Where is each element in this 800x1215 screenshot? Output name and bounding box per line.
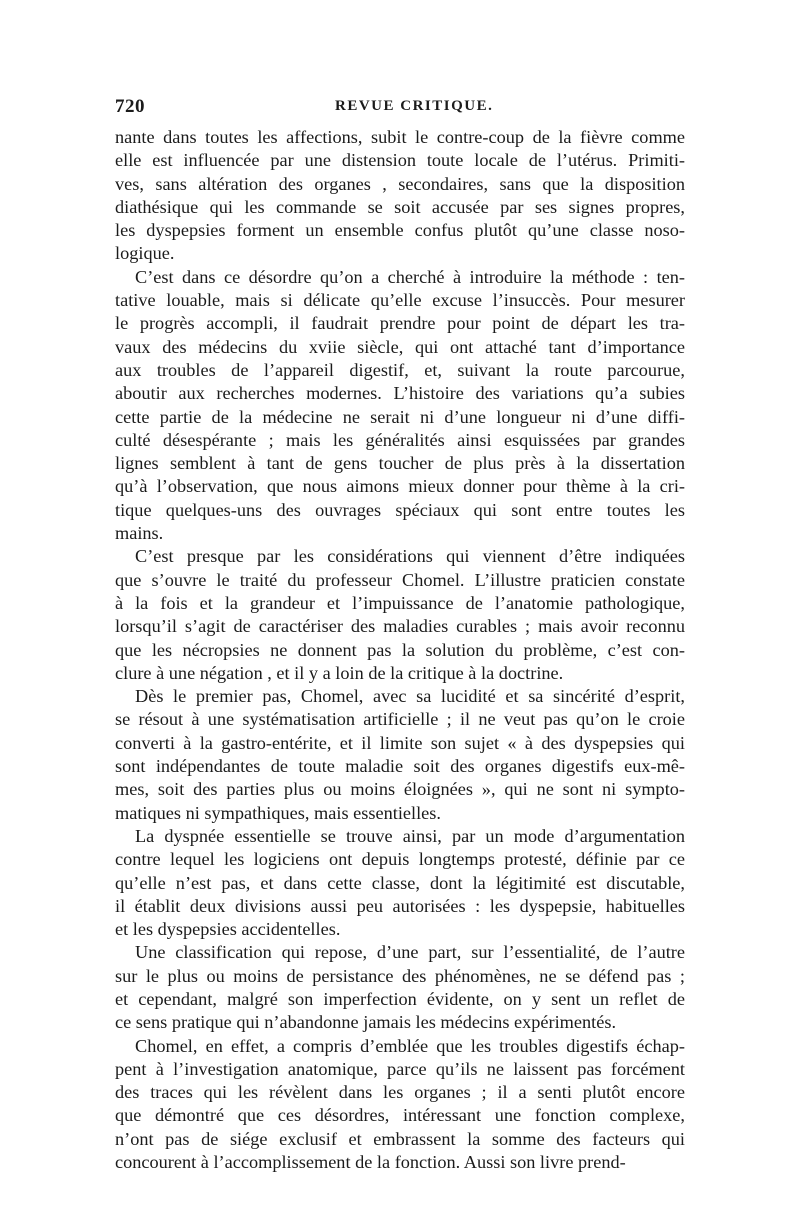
text-line: pent à l’investigation anatomique, parce qu’ils ne laissent pas forcément [115,1058,685,1079]
paragraph [115,545,685,685]
text-line: clure à une négation , et il y a loin de la critique à la doctrine. [115,662,564,683]
text-line: il établit deux divisions aussi peu autorisées : les dyspepsie, habituelles [115,895,685,916]
text-line: sur le plus ou moins de persistance des phénomènes, ne se défend pas ; [115,965,685,986]
text-line: aux troubles de l’appareil digestif, et, suivant la route parcourue, [115,359,685,380]
text-line: concourent à l’accomplissement de la fonction. Aussi son livre prend- [115,1152,626,1173]
text-line: nante dans toutes les affections, subit le contre-coup de la fièvre comme [115,127,685,147]
text-line: des traces qui les révèlent dans les organes ; il a senti plutôt encore [115,1082,685,1103]
text-line: que les nécropsies ne donnent pas la solution du problème, c’est con- [115,639,685,660]
text-line: logique. [115,243,175,264]
text-line: La dyspnée essentielle se trouve ainsi, par un mode d’argumentation [135,825,685,846]
text-line: et cependant, malgré son imperfection évidente, on y sent un reflet de [115,988,685,1009]
text-line: C’est presque par les considérations qui viennent d’être indiquées [135,546,685,567]
text-line: que s’ouvre le traité du professeur Chomel. L’illustre praticien constate [115,569,685,590]
paragraph [115,1035,685,1175]
text-line: qu’à l’observation, que nous aimons mieux donner pour thème à la cri- [115,476,685,497]
text-line: converti à la gastro-entérite, et il limite son sujet « à des dyspepsies qui [115,732,685,753]
text-line: tique quelques-uns des ouvrages spéciaux qui sont entre toutes les [115,499,685,520]
text-line: vaux des médecins du xviie siècle, qui ont attaché tant d’importance [115,336,685,357]
text-line: contre lequel les logiciens ont depuis longtemps protesté, définie par ce [115,849,685,870]
text-line: Une classification qui repose, d’une part, sur l’essentialité, de l’autre [135,942,685,963]
text-line: culté désespérante ; mais les généralités ainsi esquissées par grandes [115,429,685,450]
text-line: à la fois et la grandeur et l’impuissance de l’anatomie pathologique, [115,592,685,613]
text-line: lorsqu’il s’agit de caractériser des maladies curables ; mais avoir reconnu [115,616,685,637]
text-line: Chomel, en effet, a compris d’emblée que les troubles digestifs échap- [135,1035,685,1056]
text-line: C’est dans ce désordre qu’on a cherché à introduire la méthode : ten- [135,266,685,287]
text-line: matiques ni sympathiques, mais essentielles. [115,802,441,823]
body-text [115,126,685,1174]
paragraph [115,825,685,941]
text-line: que démontré que ces désordres, intéressant une fonction complexe, [115,1105,685,1126]
text-line: tative louable, mais si délicate qu’elle excuse l’insuccès. Pour mesurer [115,290,685,311]
paragraph [115,685,685,825]
text-line: sont indépendantes de toute maladie soit des organes digestifs eux-mê- [115,756,685,777]
text-line: qu’elle n’est pas, et dans cette classe, dont la légitimité est discutable, [115,872,685,893]
paragraph [115,266,685,546]
paragraph [115,126,685,266]
page-header [115,96,685,122]
text-line: n’ont pas de siége exclusif et embrassent la somme des facteurs qui [115,1128,685,1149]
text-line: diathésique qui les commande se soit accusée par ses signes propres, [115,196,685,217]
text-line: et les dyspepsies accidentelles. [115,919,341,940]
text-line: elle est influencée par une distension toute locale de l’utérus. Primiti- [115,150,685,171]
page-number: 720 [115,96,145,117]
text-line: mes, soit des parties plus ou moins éloignées », qui ne sont ni sympto- [115,779,685,800]
text-line: aboutir aux recherches modernes. L’histoire des variations qu’a subies [115,383,685,404]
text-line: lignes semblent à tant de gens toucher de plus près à la dissertation [115,453,685,474]
text-line: se résout à une systématisation artificielle ; il ne veut pas qu’on le croie [115,709,685,730]
text-line: ves, sans altération des organes , secondaires, sans que la disposition [115,173,685,194]
text-line: cette partie de la médecine ne serait ni d’une longueur ni d’une diffi- [115,406,685,427]
text-line: Dès le premier pas, Chomel, avec sa lucidité et sa sincérité d’esprit, [135,686,685,707]
paragraph [115,941,685,1034]
running-head: REVUE CRITIQUE. [335,98,494,114]
text-line: les dyspepsies forment un ensemble confus plutôt qu’une classe noso- [115,220,685,241]
text-line: le progrès accompli, il faudrait prendre pour point de départ les tra- [115,313,685,334]
text-line: mains. [115,523,164,544]
text-line: ce sens pratique qui n’abandonne jamais les médecins expérimentés. [115,1012,617,1033]
